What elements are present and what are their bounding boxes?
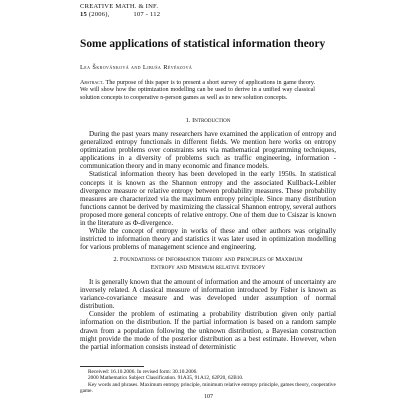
footnotes — [80, 369, 336, 394]
journal-pages: 107 - 112 — [133, 10, 161, 18]
paper-authors: Lea Škrovánková and Libuša Révészová — [80, 64, 193, 71]
abstract-lead: Abstract. — [80, 80, 104, 86]
section-2-heading — [80, 256, 336, 271]
abstract — [80, 80, 315, 102]
footnote-rule — [80, 366, 144, 367]
section-2-heading-line2: Entropy and Minimum relative Entropy — [150, 263, 266, 271]
journal-name: CREATIVE MATH. & INF. — [80, 3, 159, 10]
paragraph: Statistical information theory has been developed in the early 1950s. In statistical concepts it is known as the Shannon entropy and the associated Kullback-Leibler divergence measure or relative entropy between probability measures. These probability measures are characterized via the maximum entropy principle. Since many distribution functions cannot be derived by maximizing the classical Shannon entropy, several authors proposed more general concepts of relative entropy. One of them due to Csiszar is known in the literature as Φ-divergence. — [80, 170, 336, 228]
journal-volume: 15 — [80, 10, 87, 18]
section-2-body — [80, 278, 336, 351]
paragraph: It is generally known that the amount of information and the amount of uncertainty are inversely related. A classical measure of information introduced by Fisher is known as variance-covariance measure and was developed under assumption of normal distribution. — [80, 278, 336, 311]
footnote-msc: 2000 Mathematics Subject Classification. 91A35, 91A12, 62P20, 62B10. — [88, 375, 244, 382]
paper-title: Some applications of statistical information theory — [80, 38, 326, 50]
footnote-received: Received: 16.10.2006. In revised form: 30.10.2006. — [88, 369, 198, 375]
journal-header — [80, 3, 160, 18]
paragraph: While the concept of entropy in works of these and other authors was originally instricted to information theory and statistics it was later used in optimization modelling for various problems of management science and engineering. — [80, 227, 336, 252]
section-1-body — [80, 130, 336, 251]
paragraph: Consider the problem of estimating a probability distribution given only partial information on the distribution. If the partial information is based on a random sample drawn from a population following the unknown distribution, a Bayesian construction might provide the mode of the posterior distribution as a best estimate. However, when the partial information consists instead of deterministic — [80, 310, 336, 351]
section-1-heading: 1. Introduction — [185, 117, 231, 124]
page-number: 107 — [204, 394, 213, 400]
journal-year: (2006), — [88, 10, 110, 18]
section-2-heading-line1: 2. Foundations of Information Theory and Principles of Maximum — [113, 256, 303, 263]
footnote-keywords: Key words and phrases. Maximum entropy principle, minimum relative entropy principle, games theory, cooperative game. — [80, 381, 336, 394]
paragraph: During the past years many researchers have examined the application of entropy and generalized entropy functionals in different fields. We mention here works on entropy optimization problems over constraints sets via mathematical programming techniques, applications in a diversity of problems such as traffic engineering, information - communication theory and in many economic and finance models. — [80, 130, 336, 171]
abstract-text: The purpose of this paper is to present a short survey of applications in game theory. We will show how the optimization modelling can be used to derive in a unified way classical solution concepts to cooperative n-person games as well as to new solution concepts. — [80, 80, 315, 101]
